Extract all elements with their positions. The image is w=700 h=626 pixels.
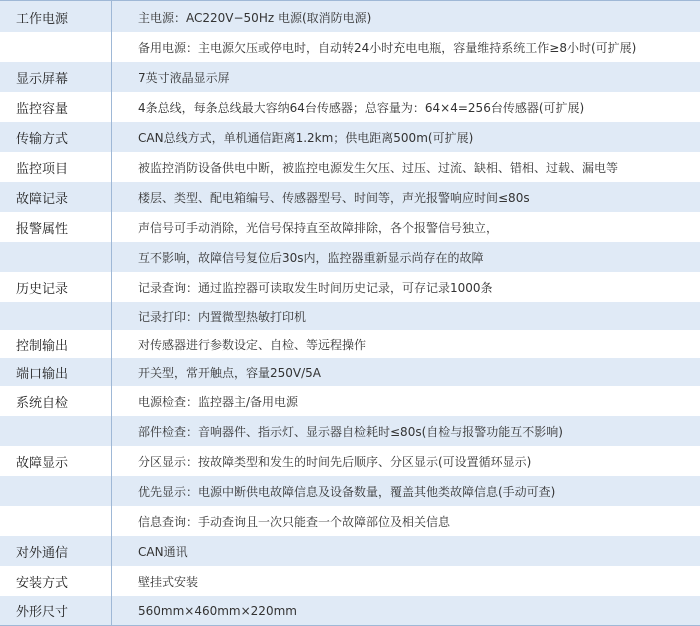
row-value: 被监控消防设备供电中断，被监控电源发生欠压、过压、过流、缺相、错相、过载、漏电等 xyxy=(138,160,619,175)
row-label: 显示屏幕 xyxy=(0,62,112,92)
row-value: 主电源：AC220V−50Hz 电源(取消防电源) xyxy=(138,10,372,25)
row-label: 外形尺寸 xyxy=(0,596,112,625)
row-value: 电源检查：监控器主/备用电源 xyxy=(138,394,299,409)
table-row xyxy=(0,62,700,92)
table-row xyxy=(0,272,700,302)
row-label: 控制输出 xyxy=(0,330,112,358)
table-row xyxy=(0,446,700,476)
row-value: 互不影响，故障信号复位后30s内，监控器重新显示尚存在的故障 xyxy=(138,250,484,265)
row-label: 安装方式 xyxy=(0,566,112,596)
table-row xyxy=(0,416,700,446)
row-label: 监控容量 xyxy=(0,92,112,122)
table-row xyxy=(0,476,700,506)
row-value: 部件检查：音响器件、指示灯、显示器自检耗时≤80s(自检与报警功能互不影响) xyxy=(138,424,563,439)
row-value: 分区显示：按故障类型和发生的时间先后顺序、分区显示(可设置循环显示) xyxy=(138,454,532,469)
row-value: 壁挂式安装 xyxy=(138,574,199,589)
table-row xyxy=(0,122,700,152)
row-value: 信息查询：手动查询且一次只能查一个故障部位及相关信息 xyxy=(138,514,451,529)
table-row xyxy=(0,330,700,358)
table-row xyxy=(0,32,700,62)
table-row xyxy=(0,0,700,33)
row-label: 报警属性 xyxy=(0,212,112,242)
row-label: 系统自检 xyxy=(0,386,112,416)
row-value: CAN通讯 xyxy=(138,544,188,559)
row-label xyxy=(0,416,112,446)
row-value: 对传感器进行参数设定、自检、等远程操作 xyxy=(138,337,367,352)
table-row xyxy=(0,386,700,416)
table-row xyxy=(0,92,700,122)
row-value: 声信号可手动消除，光信号保持直至故障排除，各个报警信号独立， xyxy=(138,220,499,235)
row-label: 传输方式 xyxy=(0,122,112,152)
row-value: 560mm×460mm×220mm xyxy=(138,603,297,618)
row-label: 工作电源 xyxy=(0,1,112,33)
row-label xyxy=(0,242,112,272)
row-label xyxy=(0,506,112,536)
table-row xyxy=(0,536,700,566)
table-row xyxy=(0,212,700,242)
row-label xyxy=(0,476,112,506)
table-row xyxy=(0,242,700,272)
row-value: CAN总线方式，单机通信距离1.2km；供电距离500m(可扩展) xyxy=(138,130,474,145)
row-value: 楼层、类型、配电箱编号、传感器型号、时间等，声光报警响应时间≤80s xyxy=(138,190,530,205)
table-row xyxy=(0,358,700,386)
row-value: 4条总线，每条总线最大容纳64台传感器；总容量为：64×4=256台传感器(可扩展) xyxy=(138,100,585,115)
row-label: 对外通信 xyxy=(0,536,112,566)
row-value: 7英寸液晶显示屏 xyxy=(138,70,230,85)
row-value: 优先显示：电源中断供电故障信息及设备数量，覆盖其他类故障信息(手动可查) xyxy=(138,484,556,499)
row-label: 监控项目 xyxy=(0,152,112,182)
table-row xyxy=(0,566,700,596)
table-row xyxy=(0,596,700,626)
row-value: 记录查询：通过监控器可读取发生时间历史记录，可存记录1000条 xyxy=(138,280,493,295)
row-value: 记录打印：内置微型热敏打印机 xyxy=(138,309,307,324)
row-label xyxy=(0,32,112,62)
table-row xyxy=(0,506,700,536)
table-row xyxy=(0,152,700,182)
row-label: 故障显示 xyxy=(0,446,112,476)
row-label: 故障记录 xyxy=(0,182,112,212)
row-value: 备用电源：主电源欠压或停电时，自动转24小时充电电瓶，容量维持系统工作≥8小时(可扩展) xyxy=(138,40,637,55)
table-row xyxy=(0,302,700,330)
row-value: 开关型，常开触点，容量250V/5A xyxy=(138,365,322,380)
row-label: 端口输出 xyxy=(0,358,112,386)
row-label: 历史记录 xyxy=(0,272,112,302)
row-label xyxy=(0,302,112,330)
table-row xyxy=(0,182,700,212)
